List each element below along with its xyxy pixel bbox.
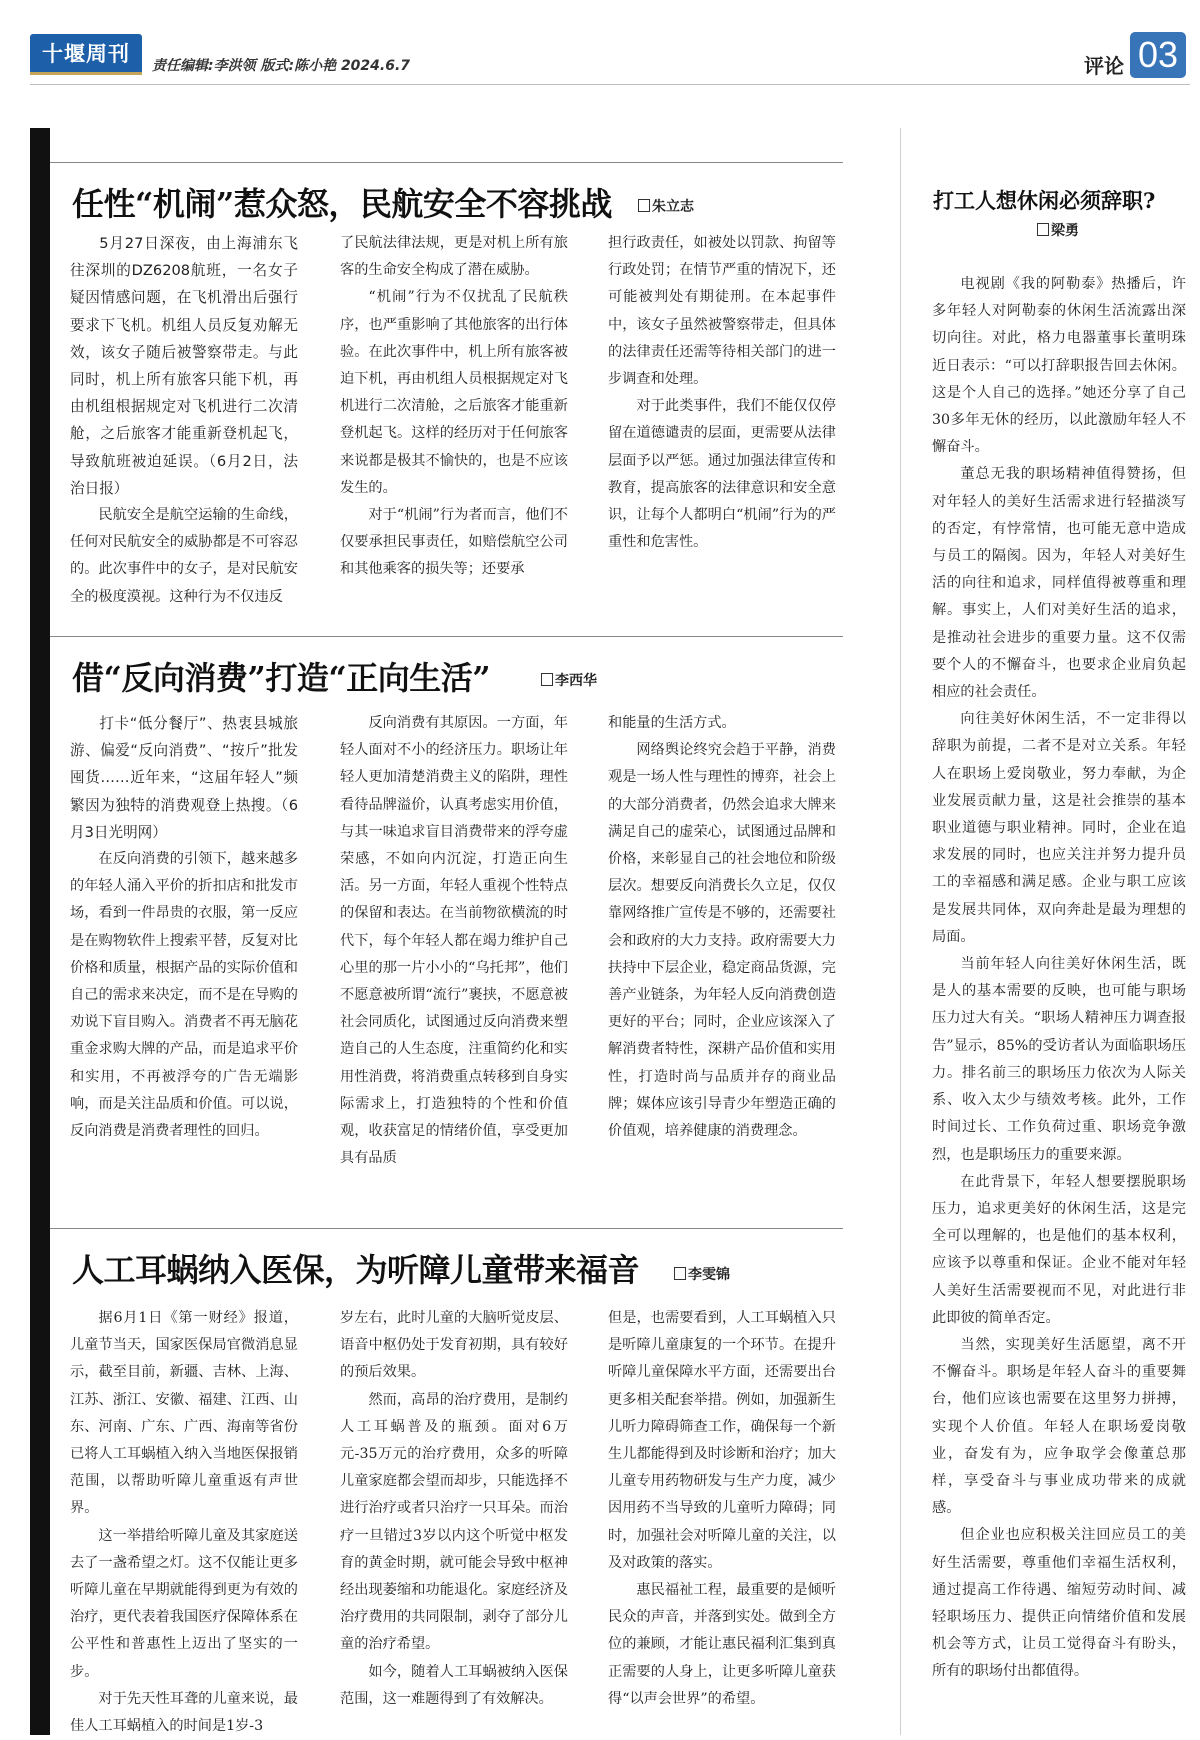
author-box-icon <box>541 673 553 686</box>
paragraph: 担行政责任，如被处以罚款、拘留等行政处罚；在情节严重的情况下，还可能被判处有期徒刑。在本起事件中，该女子虽然被警察带走，但具体的法律责任还需等待相关部门的进一步调查和处理。 <box>608 235 836 388</box>
article-1-title: 任性“机闹”惹众怒，民航安全不容挑战 <box>72 185 612 223</box>
paragraph: 对于此类事件，我们不能仅仅停留在道德谴责的层面，更需要从法律层面予以严惩。通过加强法律宣传和教育，提高旅客的法律意识和安全意识，让每个人都明白“机闹”行为的严重性和危害性。 <box>608 398 836 551</box>
paragraph: 据6月1日《第一财经》报道，儿童节当天，国家医保局官微消息显示，截至目前，新疆、吉林、上海、江苏、浙江、安徽、福建、江西、山东、河南、广东、广西、海南等省份已将人工耳蜗植入纳入当地医保报销范围，以帮助听障儿童重返有声世界。 <box>70 1310 298 1517</box>
paragraph: 向往美好休闲生活，不一定非得以辞职为前提，二者不是对立关系。年轻人在职场上爱岗敬业，努力奉献，为企业发展贡献力量，这是社会推崇的基本职业道德与职业精神。同时，企业在追求发展的同时，也应关注并努力提升员工的幸福感和满足感。企业与职工应该是发展共同体，双向奔赴是最为理想的局面。 <box>932 711 1186 945</box>
newspaper-logo: 十堰周刊 <box>30 34 142 74</box>
article-2-column-2 <box>340 710 568 1175</box>
article-divider <box>50 1228 843 1229</box>
header-divider <box>30 84 1190 85</box>
sidebar-article-body <box>932 271 1186 1731</box>
paragraph: 电视剧《我的阿勒泰》热播后，许多年轻人对阿勒泰的休闲生活流露出深切向往。对此，格力电器董事长董明珠近日表示：“可以打辞职报告回去休闲。这是个人自己的选择。”她还分享了自己30多年无休的经历，以此激励年轻人不懈奋斗。 <box>932 276 1186 456</box>
paragraph: 但是，也需要看到，人工耳蜗植入只是听障儿童康复的一个环节。在提升听障儿童保障水平方面，还需要出台更多相关配套举措。例如，加强新生儿听力障碍筛查工作，确保每一个新生儿都能得到及时诊断和治疗；加大儿童专用药物研发与生产力度，减少因用药不当导致的儿童听力障碍；同时，加强社会对听障儿童的关注，以及对政策的落实。 <box>608 1310 836 1571</box>
paragraph: 反向消费有其原因。一方面，年轻人面对不小的经济压力。职场让年轻人更加清楚消费主义的陷阱，理性看待品牌溢价，认真考虑实用价值，与其一味追求盲目消费带来的浮夸虚荣感，不如向内沉淀，打造正向生活。另一方面，年轻人重视个性特点的保留和表达。在当前物欲横流的时代下，每个年轻人都在竭力维护自己心里的那一片小小的“乌托邦”，他们不愿意被所谓“流行”裹挟，不愿意被社会同质化，试图通过反向消费来塑造自己的人生态度，注重简约化和实用性消费，将消费重点转移到自身实际需求上，打造独特的个性和价值观，收获富足的情绪价值，享受更加具有品质 <box>340 715 568 1167</box>
article-3-column-1 <box>70 1305 298 1735</box>
section-label: 评论 <box>1084 54 1124 78</box>
article-1-author: 朱立志 <box>638 196 694 216</box>
paragraph: 但企业也应积极关注回应员工的美好生活需要，尊重他们幸福生活权利，通过提高工作待遇、缩短劳动时间、减轻职场压力、提供正向情绪价值和发展机会等方式，让员工觉得奋斗有盼头，所有的职场付出都值得。 <box>932 1527 1186 1680</box>
paragraph: 对于先天性耳聋的儿童来说，最佳人工耳蜗植入的时间是1岁-3 <box>70 1690 298 1735</box>
article-3-title: 人工耳蜗纳入医保，为听障儿童带来福音 <box>72 1251 640 1289</box>
sidebar-article-title: 打工人想休闲必须辞职? <box>933 188 1156 213</box>
article-1-column-3 <box>608 230 836 586</box>
paragraph: 民航安全是航空运输的生命线，任何对民航安全的威胁都是不可容忍的。此次事件中的女子，是对民航安全的极度漠视。这种行为不仅违反 <box>70 507 298 605</box>
paragraph: 董总无我的职场精神值得赞扬，但对年轻人的美好生活需求进行轻描淡写的否定，有悖常情，也可能无意中造成与员工的隔阂。因为，年轻人对美好生活的向往和追求，同样值得被尊重和理解。事实上，人们对美好生活的追求，是推动社会进步的重要力量。这不仅需要个人的不懈奋斗，也要求企业肩负起相应的社会责任。 <box>932 466 1186 701</box>
article-2-title: 借“反向消费”打造“正向生活” <box>72 659 491 697</box>
article-divider <box>50 162 843 163</box>
sidebar-article-author: 梁勇 <box>1037 220 1079 240</box>
paragraph: 这一举措给听障儿童及其家庭送去了一盏希望之灯。这不仅能让更多听障儿童在早期就能得到更为有效的治疗，更代表着我国医疗保障体系在公平性和普惠性上迈出了坚实的一步。 <box>70 1527 298 1680</box>
paragraph: 在反向消费的引领下，越来越多的年轻人涌入平价的折扣店和批发市场，看到一件昂贵的衣服，第一反应是在购物软件上搜索平替，反复对比价格和质量，根据产品的实际价值和自己的需求来决定，而不是在导购的劝说下盲目购入。消费者不再无脑花重金求购大牌的产品，而是追求平价和实用，不再被浮夸的广告无端影响，而是关注品质和价值。可以说，反向消费是消费者理性的回归。 <box>70 851 298 1140</box>
paragraph: 对于“机闹”行为者而言，他们不仅要承担民事责任，如赔偿航空公司和其他乘客的损失等；还要承 <box>340 507 568 578</box>
paragraph: 了民航法律法规，更是对机上所有旅客的生命安全构成了潜在威胁。 <box>340 235 568 279</box>
paragraph: 惠民福祉工程，最重要的是倾听民众的声音，并落到实处。做到全方位的兼顾，才能让惠民福利汇集到真正需要的人身上，让更多听障儿童获得“以声会世界”的希望。 <box>608 1582 836 1707</box>
article-divider <box>50 636 843 637</box>
left-accent-bar <box>30 128 50 1735</box>
logo-underline <box>30 72 142 75</box>
paragraph: 当然，实现美好生活愿望，离不开不懈奋斗。职场是年轻人奋斗的重要舞台，他们应该也需要在这里努力拼搏，实现个人价值。年轻人在职场爱岗敬业，奋发有为，应争取学会像董总那样，享受奋斗与事业成功带来的成就感。 <box>932 1336 1186 1517</box>
paragraph: 当前年轻人向往美好休闲生活，既是人的基本需要的反映，也可能与职场压力过大有关。“职场人精神压力调查报告”显示，85%的受访者认为面临职场压力。排名前三的职场压力依次为人际关系、收入太少与绩效考核。此外，工作时间过长、工作负荷过重、职场竞争激烈，也是职场压力的重要来源。 <box>932 956 1186 1163</box>
paragraph: 打卡“低分餐厅”、热衷县城旅游、偏爱“反向消费”、“按斤”批发囤货……近年来，“这届年轻人”频繁因为独特的消费观登上热搜。（6月3日光明网） <box>70 715 298 841</box>
sidebar-divider <box>900 128 901 1735</box>
paragraph: 然而，高昂的治疗费用，是制约人工耳蜗普及的瓶颈。面对6万元-35万元的治疗费用，众多的听障儿童家庭都会望而却步，只能选择不进行治疗或者只治疗一只耳朵。而治疗一旦错过3岁以内这个听觉中枢发育的黄金时期，就可能会导致中枢神经出现萎缩和功能退化。家庭经济及治疗费用的共同限制，剥夺了部分儿童的治疗希望。 <box>340 1391 568 1653</box>
editor-line: 责任编辑:李洪领 版式:陈小艳 2024.6.7 <box>152 58 411 74</box>
author-box-icon <box>1037 223 1049 236</box>
paragraph: 在此背景下，年轻人想要摆脱职场压力，追求更美好的休闲生活，这是完全可以理解的，也是他们的基本权利，应该予以尊重和保证。企业不能对年轻人美好生活需要视而不见，对此进行非此即彼的简单否定。 <box>932 1173 1186 1326</box>
article-2-author: 李西华 <box>541 670 597 690</box>
paragraph: 5月27日深夜，由上海浦东飞往深圳的DZ6208航班，一名女子疑因情感问题，在飞机滑出后强行要求下飞机。机组人员反复劝解无效，该女子随后被警察带走。与此同时，机上所有旅客只能下机，再由机组根据规定对飞机进行二次清舱，之后旅客才能重新登机起飞，导致航班被迫延误。（6月2日，法治日报） <box>70 235 298 497</box>
article-2-column-3 <box>608 710 836 1175</box>
paragraph: “机闹”行为不仅扰乱了民航秩序，也严重影响了其他旅客的出行体验。在此次事件中，机上所有旅客被迫下机，再由机组人员根据规定对飞机进行二次清舱，之后旅客才能重新登机起飞。这样的经历对于任何旅客来说都是极其不愉快的，也是不应该发生的。 <box>340 289 568 496</box>
author-box-icon <box>638 199 650 212</box>
article-3-author: 李雯锦 <box>674 1264 730 1284</box>
page-number: 03 <box>1130 32 1186 78</box>
paragraph: 岁左右，此时儿童的大脑听觉皮层、语音中枢仍处于发育初期，具有较好的预后效果。 <box>340 1310 568 1381</box>
author-box-icon <box>674 1267 686 1280</box>
paragraph: 网络舆论终究会趋于平静，消费观是一场人性与理性的博弈，社会上的大部分消费者，仍然会追求大牌来满足自己的虚荣心，试图通过品牌和价格，来彰显自己的社会地位和阶级层次。想要反向消费长久立足，仅仅靠网络推广宣传是不够的，还需要社会和政府的大力支持。政府需要大力扶持中下层企业，稳定商品货源，完善产业链条，为年轻人反向消费创造更好的平台；同时，企业应该深入了解消费者特性，深耕产品价值和实用性，打造时尚与品质并存的商业品牌；媒体应该引导青少年塑造正确的价值观，培养健康的消费理念。 <box>608 742 836 1140</box>
paragraph: 和能量的生活方式。 <box>608 715 736 731</box>
article-1-column-1 <box>70 230 298 605</box>
article-3-column-3 <box>608 1305 836 1735</box>
article-2-column-1 <box>70 710 298 1175</box>
article-3-column-2 <box>340 1305 568 1735</box>
article-1-column-2 <box>340 230 568 586</box>
paragraph: 如今，随着人工耳蜗被纳入医保范围，这一难题得到了有效解决。 <box>340 1663 568 1707</box>
